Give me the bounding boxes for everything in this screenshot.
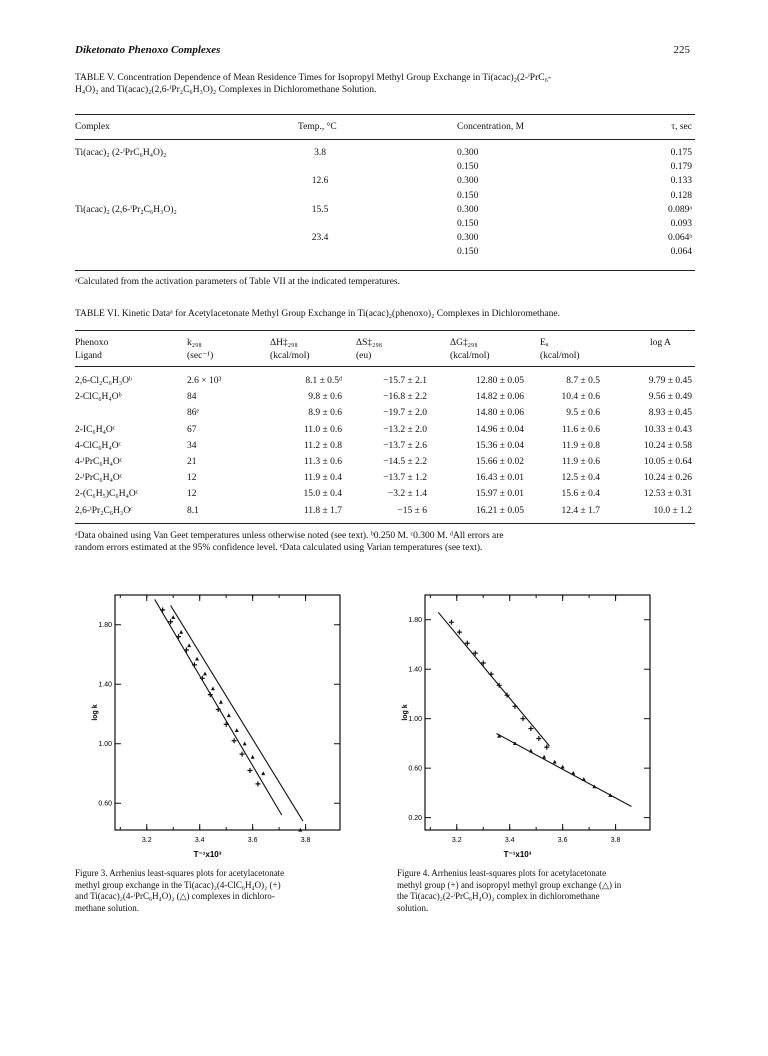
figure3-caption-line: methane solution. xyxy=(75,902,139,913)
table6-cell-ea: 11.6 ± 0.6 xyxy=(561,424,600,435)
y-tick-label: 0.60 xyxy=(408,765,422,773)
y-tick-label: 1.00 xyxy=(408,716,422,724)
table6-cell-ds: −13.2 ± 2.0 xyxy=(383,424,427,435)
data-point-plus xyxy=(536,736,541,741)
data-point-plus xyxy=(513,704,518,709)
table5-caption-line1: TABLE V. Concentration Dependence of Mean Residence Times for Isopropyl Methyl Group Exchange in Ti(acac)₂(2-ⁱPrC₆- xyxy=(75,73,552,83)
data-point-triangle xyxy=(553,760,557,764)
data-point-triangle xyxy=(542,755,546,759)
table5-cell-conc: 0.150 xyxy=(457,162,479,173)
table6-cell-dg: 16.43 ± 0.01 xyxy=(476,473,524,484)
x-tick-label: 3.6 xyxy=(557,837,568,844)
table6-cell-ligand: 2,6-Cl₂C₆H₃Oᵇ xyxy=(75,376,132,386)
table5-header-rule xyxy=(75,139,695,140)
table6-cell-loga: 12.53 ± 0.31 xyxy=(644,489,692,500)
figure4-caption-line: Figure 4. Arrhenius least-squares plots for acetylacetonate xyxy=(397,868,607,878)
table5-cell-temp: 12.6 xyxy=(311,176,329,187)
table5-header-temp: Temp., °C xyxy=(298,122,337,132)
table6-cell-k: 86ᵉ xyxy=(187,408,199,419)
table6-cell-dh: 8.1 ± 0.5ᵈ xyxy=(305,376,342,386)
table6-cell-ea: 15.6 ± 0.4 xyxy=(561,489,600,500)
table6-cell-loga: 10.33 ± 0.43 xyxy=(644,424,692,435)
table6-header-cell: Eₐ xyxy=(540,338,549,348)
table6-header-cell: (sec⁻¹) xyxy=(187,351,214,361)
data-point-triangle xyxy=(243,742,247,746)
data-point-triangle xyxy=(171,615,175,619)
table6-cell-dg: 14.80 ± 0.06 xyxy=(476,408,524,419)
figure3-caption xyxy=(75,868,370,914)
table6-cell-loga: 10.24 ± 0.58 xyxy=(644,440,692,451)
table6-cell-dh: 8.9 ± 0.6 xyxy=(308,408,342,419)
table6-cell-ligand: 2-IC₆H₄Oᶜ xyxy=(75,424,116,435)
table6-cell-dh: 11.0 ± 0.6 xyxy=(303,424,342,435)
table5-footnote: ᵃCalculated from the activation parameters of Table VII at the indicated temperatures. xyxy=(75,277,400,287)
table5-cell-conc: 0.150 xyxy=(457,219,479,229)
plot-frame xyxy=(115,595,340,830)
data-point-triangle xyxy=(235,728,239,732)
fit-line xyxy=(171,605,303,821)
table6-cell-dg: 16.21 ± 0.05 xyxy=(476,505,524,516)
table6-header-cell: ΔG‡₂₉₈ xyxy=(450,338,478,348)
table5-cell-conc: 0.150 xyxy=(457,247,479,258)
x-tick-label: 3.4 xyxy=(504,837,515,844)
table6-header-cell: k₂₉₈ xyxy=(187,338,202,348)
data-point-plus xyxy=(528,726,533,731)
table6-cell-ea: 12.5 ± 0.4 xyxy=(561,473,600,484)
table6-cell-loga: 10.05 ± 0.64 xyxy=(644,457,692,467)
data-point-triangle xyxy=(179,630,183,634)
figure4-caption-line: methyl group (+) and isopropyl methyl group exchange (△) in xyxy=(397,879,622,890)
data-point-triangle xyxy=(261,771,265,775)
y-tick-label: 1.80 xyxy=(98,622,112,630)
data-point-triangle xyxy=(582,777,586,781)
data-point-plus xyxy=(449,620,454,625)
table6-cell-ds: −14.5 ± 2.2 xyxy=(383,457,427,467)
table6-footnote-line1: ᵃData obained using Van Geet temperatures unless otherwise noted (see text). ᵇ0.250 M. ᶜ0.300 M. ᵈAll errors are xyxy=(75,531,504,541)
table6-cell-loga: 9.79 ± 0.45 xyxy=(648,376,692,386)
table5-cell-tau: 0.089ᵃ xyxy=(668,204,692,215)
table6-cell-dg: 12.80 ± 0.05 xyxy=(476,376,524,386)
plot-frame xyxy=(425,595,650,830)
table6-cell-ds: −13.7 ± 1.2 xyxy=(383,473,427,484)
table6-cell-k: 12 xyxy=(187,489,197,500)
table5-header-conc: Concentration, M xyxy=(457,122,525,132)
table6-cell-ds: −13.7 ± 2.6 xyxy=(383,440,427,451)
table6-cell-dh: 15.0 ± 0.4 xyxy=(303,489,342,500)
fit-line xyxy=(438,612,549,746)
table6-header-cell: Ligand xyxy=(75,351,102,361)
table6-cell-loga: 8.93 ± 0.45 xyxy=(648,408,692,419)
y-tick-label: 1.40 xyxy=(408,666,422,674)
table6-cell-dg: 14.82 ± 0.06 xyxy=(476,392,524,403)
table5-header-tau: τ, sec xyxy=(671,122,692,132)
data-point-triangle xyxy=(592,785,596,789)
table6-header-cell: (eu) xyxy=(356,351,372,361)
data-point-plus xyxy=(184,648,189,653)
data-point-triangle xyxy=(203,672,207,676)
x-tick-label: 3.6 xyxy=(247,837,258,844)
table6-cell-ea: 10.4 ± 0.6 xyxy=(561,392,600,403)
table6-cell-ligand: 2,6-ⁱPr₂C₆H₃Oᶜ xyxy=(75,505,133,516)
y-axis-label: log k xyxy=(92,704,99,721)
data-point-plus xyxy=(240,752,245,757)
y-tick-label: 1.40 xyxy=(98,681,112,689)
table5-cell-tau: 0.093 xyxy=(670,219,692,229)
data-point-plus xyxy=(160,607,165,612)
table6-cell-dg: 15.36 ± 0.04 xyxy=(476,440,524,451)
table6-cell-ds: −15 ± 6 xyxy=(397,505,427,516)
table6-caption: TABLE VI. Kinetic Dataᵃ for Acetylacetonate Methyl Group Exchange in Ti(acac)₂(phenoxo)₂ Complexes in Dichloromethane. xyxy=(75,309,560,319)
table6-cell-dh: 11.2 ± 0.8 xyxy=(303,440,342,451)
table5-caption xyxy=(75,72,695,96)
table6-cell-ligand: 4-ClC₆H₄Oᶜ xyxy=(75,440,122,451)
table6-header-cell: (kcal/mol) xyxy=(540,351,580,361)
table6-cell-k: 21 xyxy=(187,457,197,467)
table6-footnote-line2: random errors estimated at the 95% confidence level. ᵉData calculated using Varian temperatures (see text). xyxy=(75,543,483,553)
data-point-plus xyxy=(489,672,494,677)
y-tick-label: 1.80 xyxy=(408,617,422,625)
figure3-caption-line: methyl group exchange in the Ti(acac)₂(4-ClC₆H₄O)₂ (+) xyxy=(75,879,281,890)
table6-cell-k: 34 xyxy=(187,440,197,451)
table5-cell-conc: 0.300 xyxy=(457,233,479,244)
y-axis-label: log k xyxy=(402,704,409,721)
table6-cell-ligand: 2-(C₆H₅)C₆H₄Oᶜ xyxy=(75,489,139,500)
table5-caption-line2: H₄O)₂ and Ti(acac)₂(2,6-ⁱPr₂C₆H₃O)₂ Complexes in Dichloromethane Solution. xyxy=(75,85,377,95)
table5-cell-temp: 3.8 xyxy=(314,148,326,158)
table6-cell-ea: 9.5 ± 0.6 xyxy=(566,408,600,419)
data-point-triangle xyxy=(227,713,231,717)
table5-cell-tau: 0.064 xyxy=(670,247,692,258)
page-number: 225 xyxy=(673,44,690,56)
figure3-caption-line: and Ti(acac)₂(4-ⁱPrC₆H₄O)₂ (△) complexes in dichloro- xyxy=(75,891,275,901)
table6-top-rule xyxy=(75,330,695,331)
figure3-chart xyxy=(70,585,360,860)
table6-cell-ligand: 4-ⁱPrC₆H₄Oᶜ xyxy=(75,457,123,467)
running-title: Diketonato Phenoxo Complexes xyxy=(75,44,221,56)
x-axis-label: T⁻¹x10³ xyxy=(193,850,222,859)
table5-cell-tau: 0.128 xyxy=(670,190,692,201)
table6-cell-ea: 12.4 ± 1.7 xyxy=(561,505,600,516)
table6-cell-dh: 9.8 ± 0.6 xyxy=(308,392,342,403)
y-tick-label: 1.00 xyxy=(98,741,112,749)
table6-cell-loga: 10.24 ± 0.26 xyxy=(644,473,692,484)
table5-top-rule xyxy=(75,114,695,115)
table6-header-cell: ΔH‡₂₉₈ xyxy=(270,338,298,348)
data-point-triangle xyxy=(211,687,215,691)
x-axis-label: T⁻¹x10³ xyxy=(503,850,532,859)
y-tick-label: 0.20 xyxy=(408,815,422,823)
table6-cell-k: 8.1 xyxy=(187,505,199,516)
data-point-plus xyxy=(232,738,237,743)
figure3-caption-line: Figure 3. Arrhenius least-squares plots for acetylacetonate xyxy=(75,868,285,878)
x-tick-label: 3.2 xyxy=(451,837,462,844)
table6-cell-loga: 10.0 ± 1.2 xyxy=(653,505,692,516)
table6-header-cell: (kcal/mol) xyxy=(270,351,310,361)
table6-header-cell: Phenoxo xyxy=(75,338,109,348)
table5-cell-conc: 0.300 xyxy=(457,176,479,187)
table6-cell-k: 2.6 × 10³ xyxy=(187,376,222,386)
table6-cell-ligand: 2-ClC₆H₄Oᵇ xyxy=(75,392,122,403)
table5-cell-complex: Ti(acac)₂ (2,6-ⁱPr₂C₆H₃O)₂ xyxy=(75,204,177,215)
data-point-triangle xyxy=(219,700,223,704)
table6-cell-dh: 11.3 ± 0.6 xyxy=(303,457,342,467)
table6-header-cell: (kcal/mol) xyxy=(450,351,490,361)
figure4-caption-line: the Ti(acac)₂(2-ⁱPrC₆H₄O)₂ complex in dichloromethane xyxy=(397,891,600,901)
table6-header-cell: ΔS‡₂₉₈ xyxy=(356,338,383,348)
table6-cell-k: 12 xyxy=(187,473,197,484)
table5-cell-tau: 0.179 xyxy=(670,162,692,173)
table6-cell-ds: −16.8 ± 2.2 xyxy=(383,392,427,403)
data-point-triangle xyxy=(251,755,255,759)
table6-cell-ea: 8.7 ± 0.5 xyxy=(566,376,600,386)
y-tick-label: 0.60 xyxy=(98,800,112,808)
figure4-caption xyxy=(397,868,697,914)
figure4-chart xyxy=(380,585,670,860)
x-tick-label: 3.2 xyxy=(141,837,152,844)
table5-header-complex: Complex xyxy=(75,122,110,132)
table5-cell-complex: Ti(acac)₂ (2-ⁱPrC₆H₄O)₂ xyxy=(75,148,167,158)
data-point-triangle xyxy=(529,749,533,753)
table6-cell-dg: 15.66 ± 0.02 xyxy=(476,457,524,467)
table6-cell-ea: 11.9 ± 0.8 xyxy=(561,440,600,451)
table6-cell-ds: −3.2 ± 1.4 xyxy=(387,489,427,500)
table5-cell-tau: 0.133 xyxy=(670,176,692,187)
table6-cell-ds: −15.7 ± 2.1 xyxy=(383,376,427,386)
table6-cell-ea: 11.9 ± 0.6 xyxy=(561,457,600,467)
x-tick-label: 3.8 xyxy=(300,837,311,844)
x-tick-label: 3.4 xyxy=(194,837,205,844)
x-tick-label: 3.8 xyxy=(610,837,621,844)
table6-cell-ds: −19.7 ± 2.0 xyxy=(383,408,427,419)
table6-cell-dh: 11.9 ± 0.4 xyxy=(303,473,342,484)
data-point-plus xyxy=(457,630,462,635)
table6-bottom-rule xyxy=(75,523,695,524)
table6-cell-ligand: 2-ⁱPrC₆H₄Oᶜ xyxy=(75,473,123,484)
table5-cell-tau: 0.064ᵃ xyxy=(668,233,692,244)
data-point-plus xyxy=(176,634,181,639)
table6-cell-dg: 15.97 ± 0.01 xyxy=(476,489,524,500)
table6-cell-dg: 14.96 ± 0.04 xyxy=(476,424,524,435)
table5-cell-conc: 0.300 xyxy=(457,148,479,158)
data-point-plus xyxy=(224,722,229,727)
table5-bottom-rule xyxy=(75,270,695,271)
data-point-triangle xyxy=(571,771,575,775)
data-point-triangle xyxy=(561,765,565,769)
table6-header-rule xyxy=(75,366,695,367)
table6-cell-k: 84 xyxy=(187,392,197,403)
data-point-triangle xyxy=(195,657,199,661)
data-point-triangle xyxy=(187,643,191,647)
table6-cell-loga: 9.56 ± 0.49 xyxy=(648,392,692,403)
table5-cell-temp: 23.4 xyxy=(311,233,329,244)
data-point-plus xyxy=(248,768,253,773)
table5-cell-temp: 15.5 xyxy=(311,204,329,215)
table5-cell-conc: 0.150 xyxy=(457,190,479,201)
table6-cell-k: 67 xyxy=(187,424,197,435)
table6-footnotes xyxy=(75,530,700,554)
table6-cell-dh: 11.8 ± 1.7 xyxy=(303,505,342,516)
table5-cell-tau: 0.175 xyxy=(670,148,692,158)
figure4-caption-line: solution. xyxy=(397,902,429,913)
table6-header-cell: log A xyxy=(650,338,671,348)
data-point-plus xyxy=(255,781,260,786)
table5-cell-conc: 0.300 xyxy=(457,204,479,215)
